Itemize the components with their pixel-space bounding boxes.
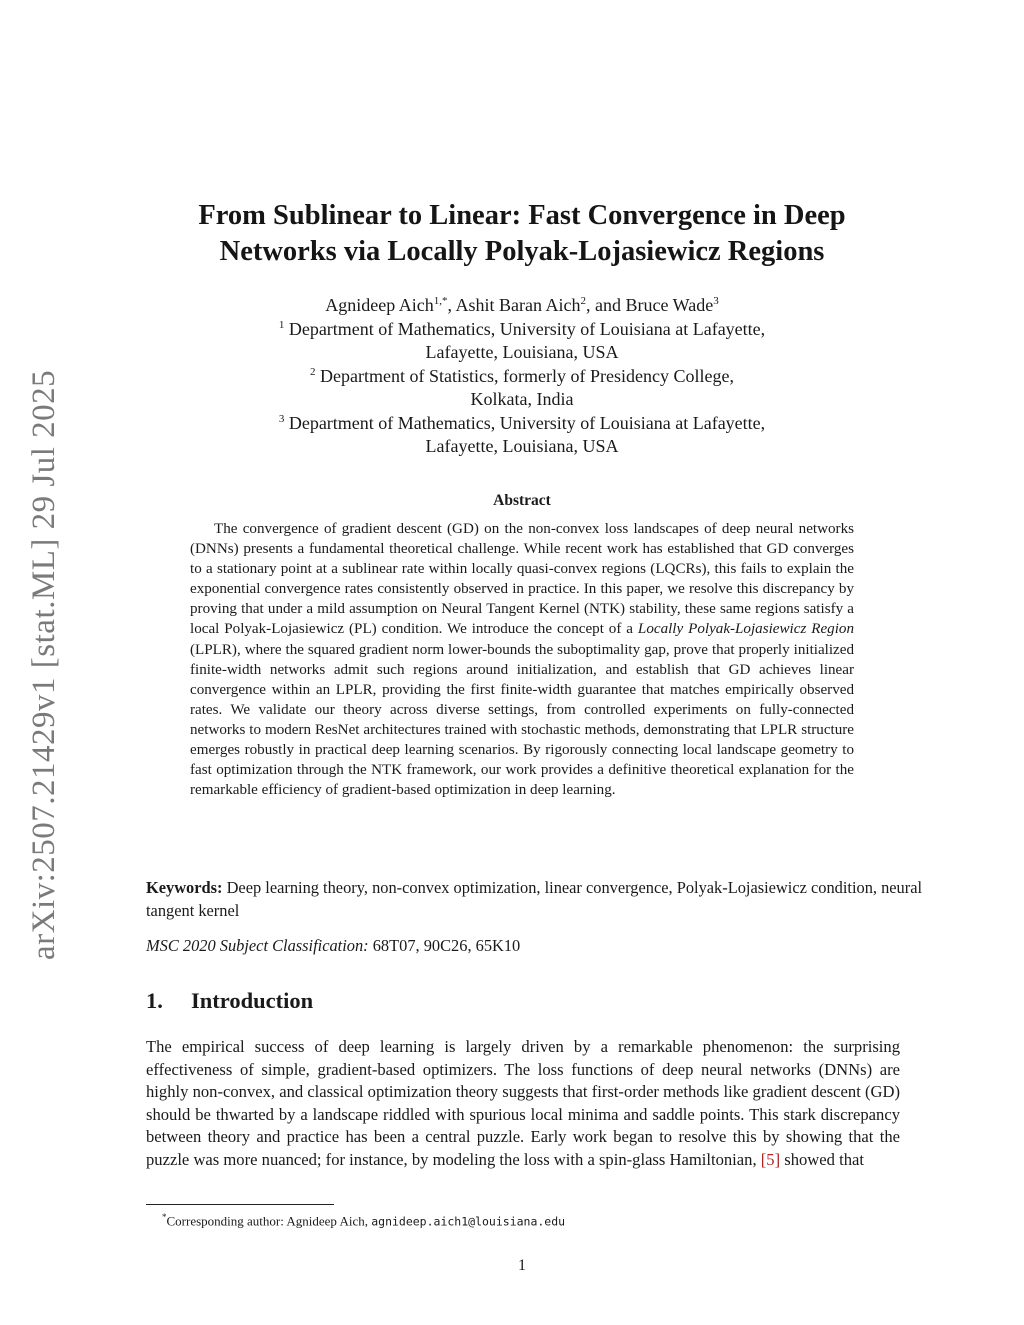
abstract-heading: Abstract	[493, 492, 551, 509]
affiliation-2-sup: 2	[310, 365, 316, 378]
citation-link-5[interactable]: [5]	[760, 1149, 781, 1169]
affiliation-3-line1: Department of Mathematics, University of Louisiana at Lafayette,	[284, 412, 766, 433]
affiliation-3-location: Lafayette, Louisiana, USA	[425, 436, 619, 456]
footnote-rule	[146, 1204, 334, 1205]
msc-label: MSC 2020 Subject Classification:	[146, 936, 369, 955]
arxiv-side-stamp: arXiv:2507.21429v1 [stat.ML] 29 Jul 2025	[26, 369, 62, 960]
page-number: 1	[518, 1257, 526, 1274]
affiliation-1-location: Lafayette, Louisiana, USA	[425, 342, 619, 362]
keywords	[146, 877, 936, 922]
intro-tail: showed that	[780, 1149, 864, 1169]
affiliation-2	[170, 365, 874, 389]
footnote-text: Corresponding author: Agnideep Aich,	[166, 1213, 372, 1229]
affiliation-3	[170, 412, 874, 436]
keywords-label: Keywords:	[146, 878, 223, 897]
author-1-name: Agnideep Aich	[325, 295, 434, 315]
introduction-paragraph	[146, 1036, 900, 1172]
section-title: Introduction	[191, 988, 314, 1013]
affiliation-3-sup: 3	[278, 412, 285, 425]
author-3-name: , and Bruce Wade	[586, 295, 714, 315]
title-line-2: Networks via Locally Polyak-Lojasiewicz Regions	[219, 236, 825, 267]
section-number: 1.	[146, 988, 163, 1013]
affiliation-2-line1: Department of Statistics, formerly of Presidency College,	[315, 365, 734, 386]
msc-classification	[146, 935, 906, 957]
paper-title	[120, 198, 924, 270]
affiliation-1	[170, 318, 874, 342]
author-list	[170, 294, 874, 318]
footnote-email[interactable]: agnideep.aich1@louisiana.edu	[371, 1214, 566, 1229]
intro-text: The empirical success of deep learning is largely driven by a remarkable phenomenon: the surprising effectiveness of simple, gradient-based optimizers. The loss functions of deep neural networks (DNNs) are highly non-convex, and classical optimization theory suggests that first-order methods like gradient descent (GD) should be thwarted by a landscape riddled with spurious local minima and saddle points. This stark discrepancy between theory and practice has been a central puzzle. Early work began to resolve this by showing that the puzzle was more nuanced; for instance, by modeling the loss with a spin-glass Hamiltonian,	[146, 1037, 900, 1169]
author-2-name: , Ashit Baran Aich	[447, 295, 581, 315]
footnote-mark: *	[162, 1212, 167, 1222]
abstract-part-2: (LPLR), where the squared gradient norm lower-bounds the suboptimality gap, prove that properly initialized finite-width networks admit such regions around initialization, and establish that GD achieves linear convergence within an LPLR, providing the first finite-width guarantee that matches empirically observed rates. We validate our theory across diverse settings, from controlled experiments on fully-connected networks to modern ResNet architectures trained with stochastic methods, demonstrating that LPLR structure emerges robustly in practical deep learning scenarios. By rigorously connecting local landscape geometry to fast optimization through the NTK framework, our work provides a definitive theoretical explanation for the remarkable efficiency of gradient-based optimization in deep learning.	[190, 641, 854, 799]
author-3-sup: 3	[713, 295, 719, 307]
author-2-sup: 2	[580, 295, 587, 307]
keywords-text: Deep learning theory, non-convex optimization, linear convergence, Polyak-Lojasiewicz condition, neural tangent kernel	[146, 878, 923, 920]
abstract-part-1: The convergence of gradient descent (GD) on the non-convex loss landscapes of deep neural networks (DNNs) presents a fundamental theoretical challenge. While recent work has established that GD converges to a stationary point at a sublinear rate within locally quasi-convex regions (LQCRs), this fails to explain the exponential convergence rates consistently observed in practice. In this paper, we resolve this discrepancy by proving that under a mild assumption on Neural Tangent Kernel (NTK) stability, these same regions satisfy a local Polyak-Lojasiewicz (PL) condition. We introduce the concept of a	[190, 521, 854, 638]
title-line-1: From Sublinear to Linear: Fast Convergence in Deep	[198, 200, 846, 231]
abstract-italic-term: Locally Polyak-Lojasiewicz Region	[637, 621, 854, 638]
msc-codes: 68T07, 90C26, 65K10	[368, 936, 521, 955]
affiliation-2-location: Kolkata, India	[470, 389, 574, 409]
author-1-sup: 1,*	[433, 295, 448, 307]
footnote	[162, 1209, 565, 1229]
author-block	[170, 294, 874, 459]
section-heading-introduction	[146, 988, 313, 1014]
affiliation-1-sup: 1	[278, 318, 285, 331]
affiliation-1-line1: Department of Mathematics, University of Louisiana at Lafayette,	[284, 318, 766, 339]
abstract-body	[190, 519, 854, 800]
